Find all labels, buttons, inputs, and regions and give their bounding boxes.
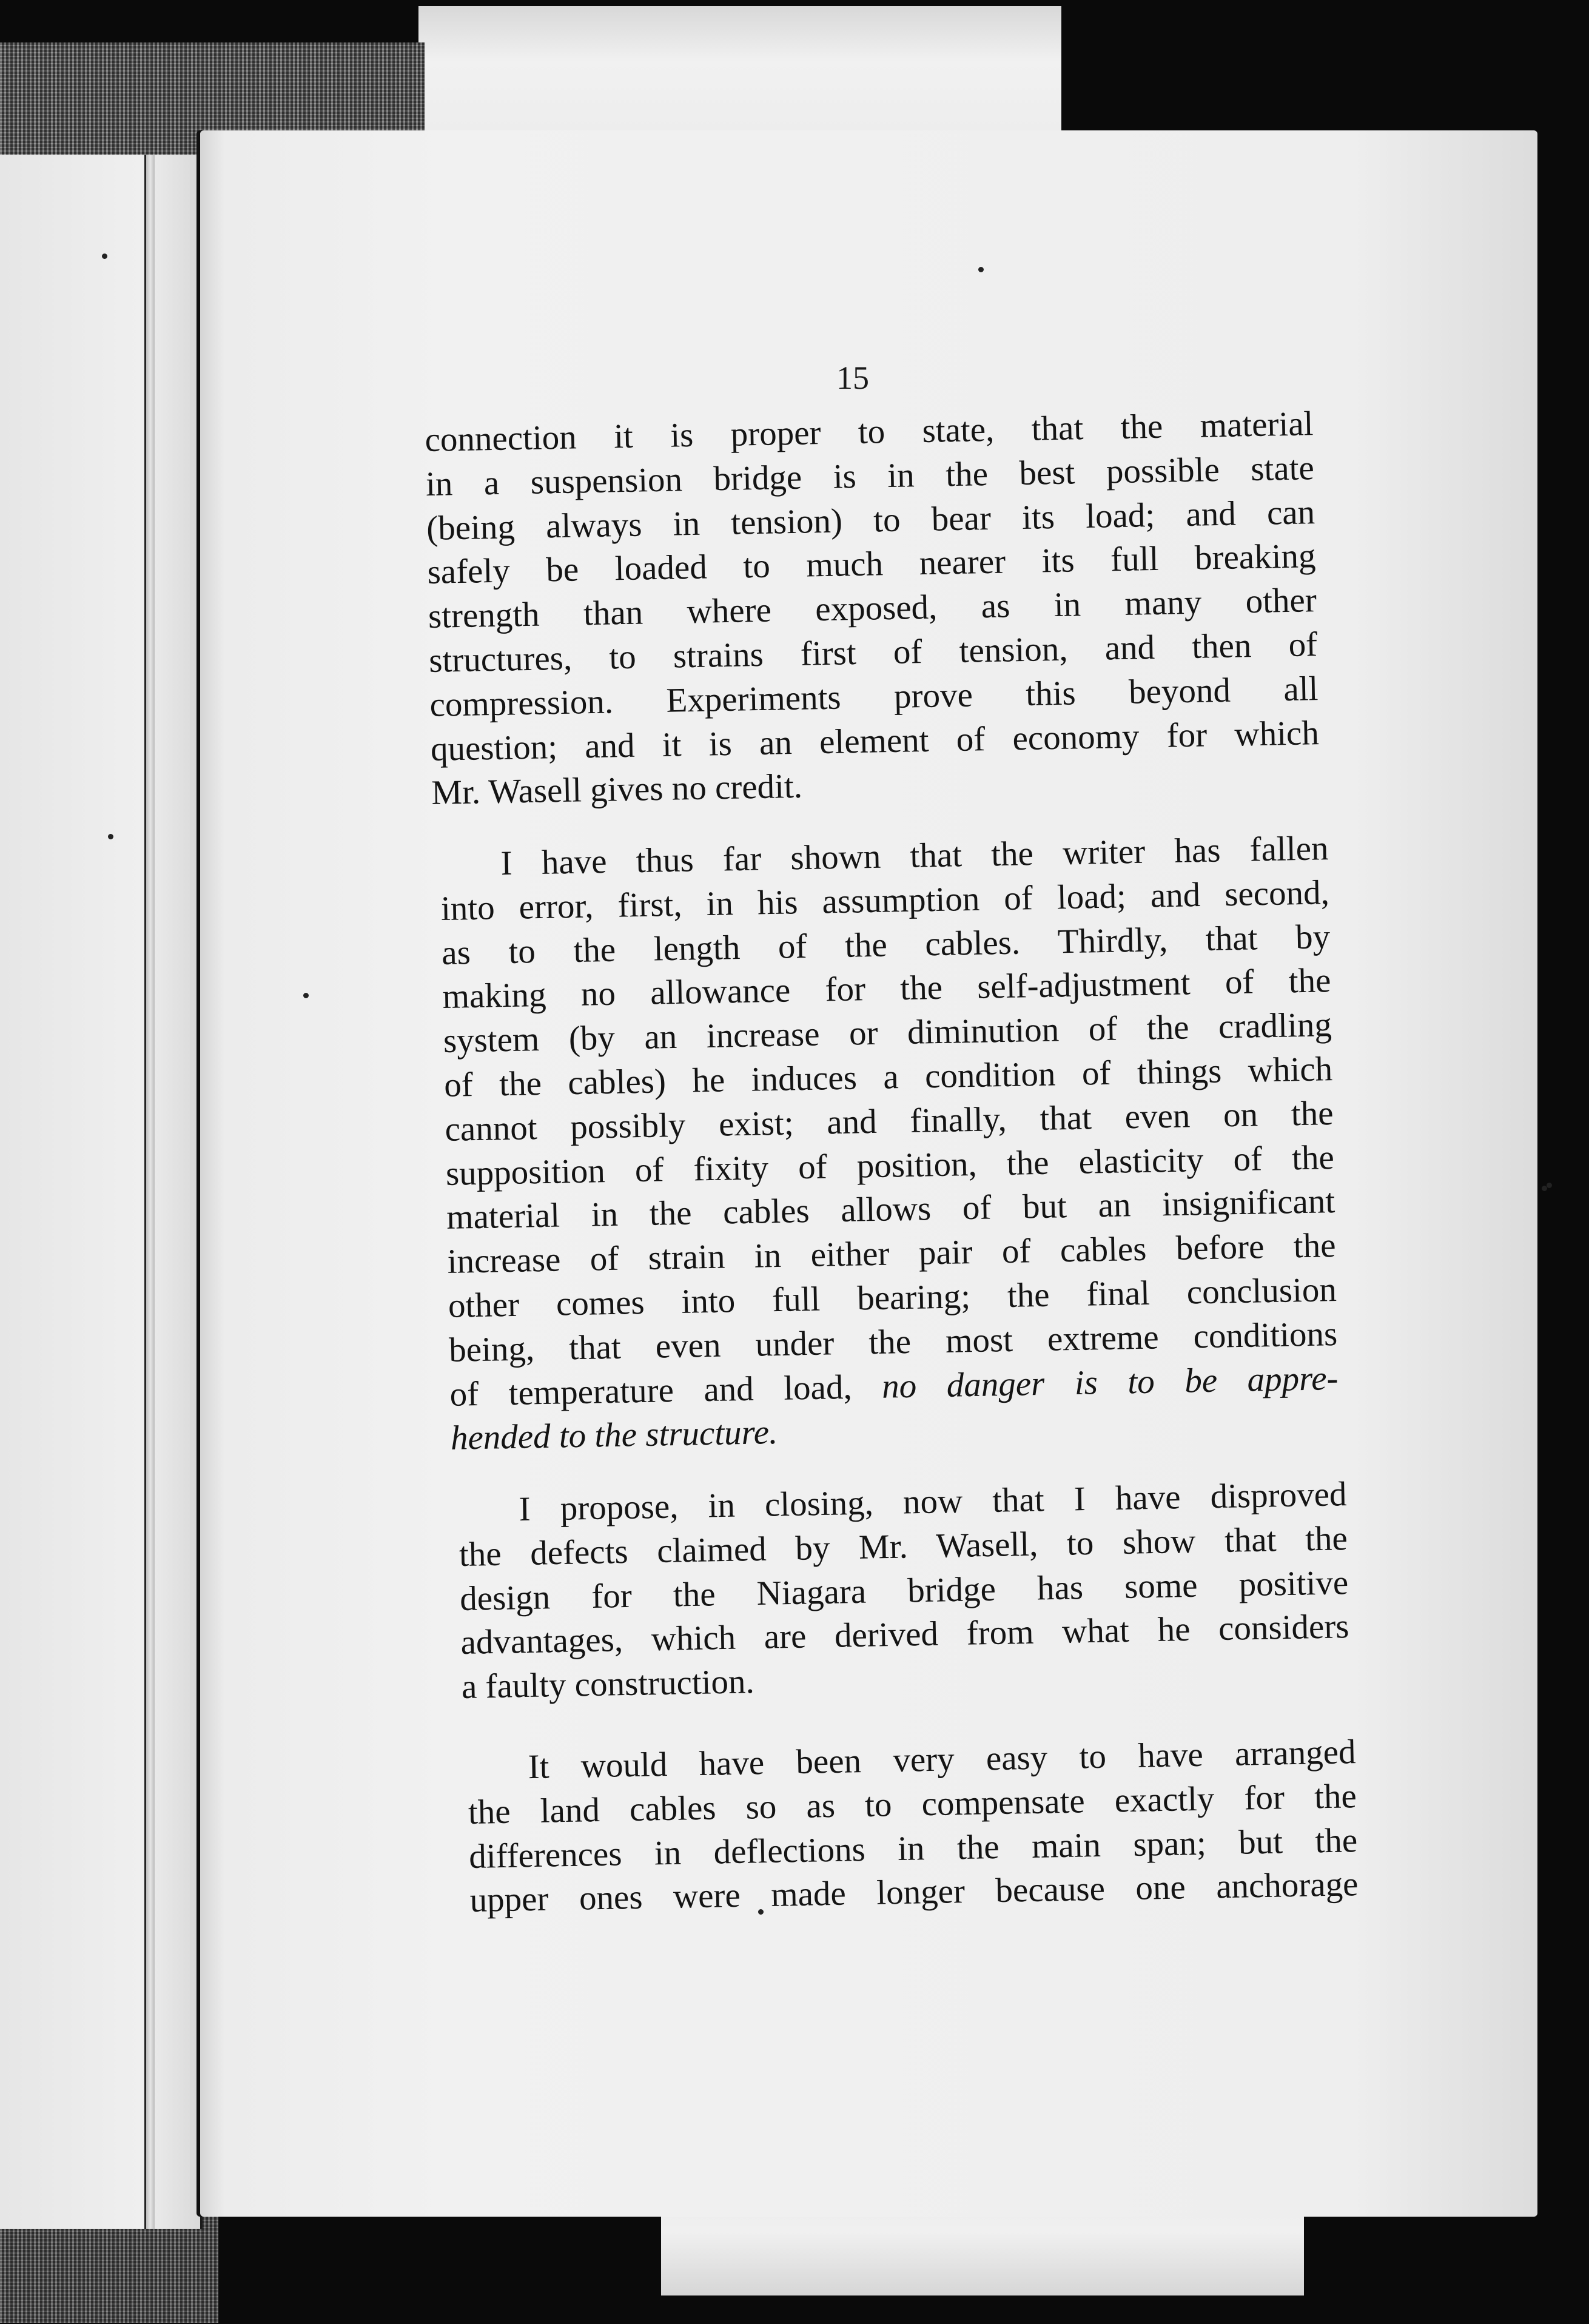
previous-page-edge [0,155,203,2229]
text-line: other comes into full bearing; the final conclusion [448,1270,1337,1325]
paper-speck [102,254,107,259]
text-line: I have thus far shown that the writer has fallen [500,829,1329,883]
text-line: advantages, which are derived from what he considers [460,1607,1349,1662]
page-number: 15 [836,360,869,396]
top-paper-tab [418,6,1061,147]
text-line: as to the length of the cables. Thirdly, that by [441,917,1331,972]
text-line: into error, first, in his assumption of load; and second, [440,873,1330,928]
paragraph-1 [425,402,1320,816]
text-line: system (by an increase or diminution of the cradling [443,1006,1332,1061]
text-line: (being always in tension) to bear its load; and can [426,492,1315,548]
text-line: being, that even under the most extreme conditions [448,1314,1338,1369]
text-line: cannot possibly exist; and finally, that even on the [445,1093,1334,1149]
text-line: safely be loaded to much nearer its full breaking [427,537,1316,592]
text-line: compression. Experiments prove this beyond all [429,669,1319,724]
text-line: connection it is proper to state, that the material [425,405,1314,459]
plain-text-segment: of temperature and load, [449,1368,853,1414]
text-line: making no allowance for the self-adjustment of the [442,961,1331,1016]
text-line: It would have been very easy to have arranged [528,1733,1356,1787]
text-line: material in the cables allows of but an insignificant [446,1182,1335,1237]
paragraph-3 [458,1473,1350,1710]
text-line: in a suspension bridge is in the best possible state [425,448,1315,503]
text-line: supposition of fixity of position, the elasticity of the [445,1138,1335,1193]
paper-speck [303,993,309,998]
text-line: I propose, in closing, now that I have disproved [519,1475,1347,1529]
paragraph-4 [467,1730,1359,1923]
text-line: strength than where exposed, as in many other [428,581,1317,636]
italic-text-segment: no danger is to be appre- [881,1358,1339,1406]
page-fold-line [144,155,155,2229]
paragraph-2 [440,827,1339,1461]
paper-speck [978,267,984,272]
text-line: structures, to strains first of tension, and then of [428,625,1318,680]
text-line: upper ones were made longer because one anchorage [469,1865,1359,1920]
italic-text-segment: hended to the structure. [450,1413,778,1458]
text-line: a faulty construction. [461,1662,755,1707]
paper-speck [1547,1183,1552,1188]
text-line: Mr. Wasell gives no credit. [431,767,803,813]
paper-speck [108,834,113,839]
text-line: of the cables) he induces a condition of things which [443,1050,1333,1104]
text-line: question; and it is an element of economy for which [430,713,1320,768]
text-line: the defects claimed by Mr. Wasell, to show that the [459,1519,1348,1574]
text-line: the land cables so as to compensate exactly for the [468,1776,1357,1832]
text-line: design for the Niagara bridge has some positive [459,1563,1349,1618]
text-line: differences in deflections in the main span; but the [468,1821,1358,1876]
text-line: increase of strain in either pair of cables before the [447,1226,1336,1281]
